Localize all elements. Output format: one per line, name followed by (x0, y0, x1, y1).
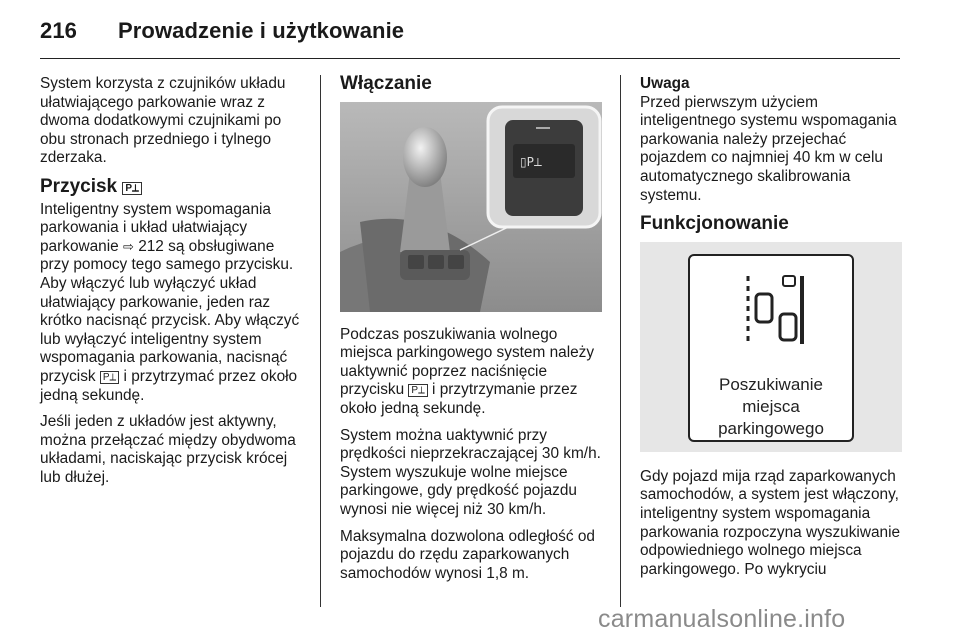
page-ref[interactable]: 212 (138, 237, 164, 255)
column-divider-1 (320, 75, 321, 607)
intro-paragraph: System korzysta z czujników układu ułatwiającego parkowanie wraz z dwoma dodatkowymi czujnikami po obu stronach przedniego i tylnego zderzaka. (40, 75, 286, 167)
watermark: carmanualsonline.info (598, 605, 846, 633)
note-title: Uwaga (640, 75, 690, 92)
button-paragraph: Inteligentny system wspomagania parkowania i układ ułatwiający parkowanie ⇨ 212 są obsługiwane przy pomocy tego samego przycisku. Aby włączyć lub wyłączyć układ ułatwiający parkowanie, jeden raz krótko nacisnąć przycisk. Aby włączyć lub wyłączyć inteligentny system wspomagania parkowania, nacisnąć przycisk P⟂ i przytrzymać przez około jedną sekundę. (40, 200, 300, 404)
speed-paragraph: System można uaktywnić przy prędkości nieprzekraczającej 30 km/h. System wyszukuje wolne miejsce parkingowe, gdy prędkość pojazdu wynosi nie więcej niż 30 km/h. (340, 426, 601, 518)
note-text: Przed pierwszym użyciem inteligentnego systemu wspomagania parkowania należy przejechać pojazdem co najmniej 40 km w celu automatycznego skalibrowania systemu. (640, 93, 897, 204)
display-text: Poszukiwanie miejsca parkingowego (718, 374, 824, 438)
svg-text:▯P⟂: ▯P⟂ (520, 154, 542, 169)
page-header (40, 18, 404, 44)
page-ref-arrow-icon: ⇨ (123, 238, 134, 254)
parking-button-icon: P⟂ (408, 384, 427, 397)
parked-car-icon (780, 314, 796, 340)
section-heading-activation: Włączanie (340, 73, 432, 94)
distance-paragraph: Maksymalna dozwolona odległość od pojazdu do rzędu zaparkowanych samochodów wynosi 1,8 m. (340, 527, 595, 582)
activation-paragraph: Podczas poszukiwania wolnego miejsca parkingowego system należy uaktywnić poprzez naciśnięcie przycisku P⟂ i przytrzymanie przez około jedną sekundę. (340, 325, 595, 417)
column-3 (640, 75, 905, 587)
column-divider-2 (620, 75, 621, 607)
header-rule (40, 58, 900, 59)
section-heading-operation: Funkcjonowanie (640, 213, 789, 235)
section-heading-button: Przycisk P⟂ (40, 178, 305, 197)
parking-button-icon: P⟂ (100, 371, 119, 384)
operation-paragraph: Gdy pojazd mija rząd zaparkowanych samochodów, a system jest włączony, inteligentny system wspomagania parkowania rozpoczyna wyszukiwanie odpowiedniego wolnego miejsca parkingowego. Po wykryciu (640, 467, 901, 578)
page-title: Prowadzenie i użytkowanie (118, 18, 405, 43)
parking-button-icon: P⟂ (122, 182, 141, 195)
column-1 (40, 75, 305, 495)
parked-car-icon (783, 276, 795, 286)
display-image (640, 242, 902, 452)
page-number: 216 (40, 18, 78, 43)
switch-paragraph: Jeśli jeden z układów jest aktywny, można przełączać między obydwoma układami, naciskając przycisk krócej lub dłużej. (40, 413, 296, 486)
own-car-icon (756, 294, 772, 322)
parking-search-graphic (690, 256, 852, 366)
button-location-image (340, 102, 602, 312)
parking-search-display (688, 254, 854, 442)
column-2 (340, 75, 605, 591)
